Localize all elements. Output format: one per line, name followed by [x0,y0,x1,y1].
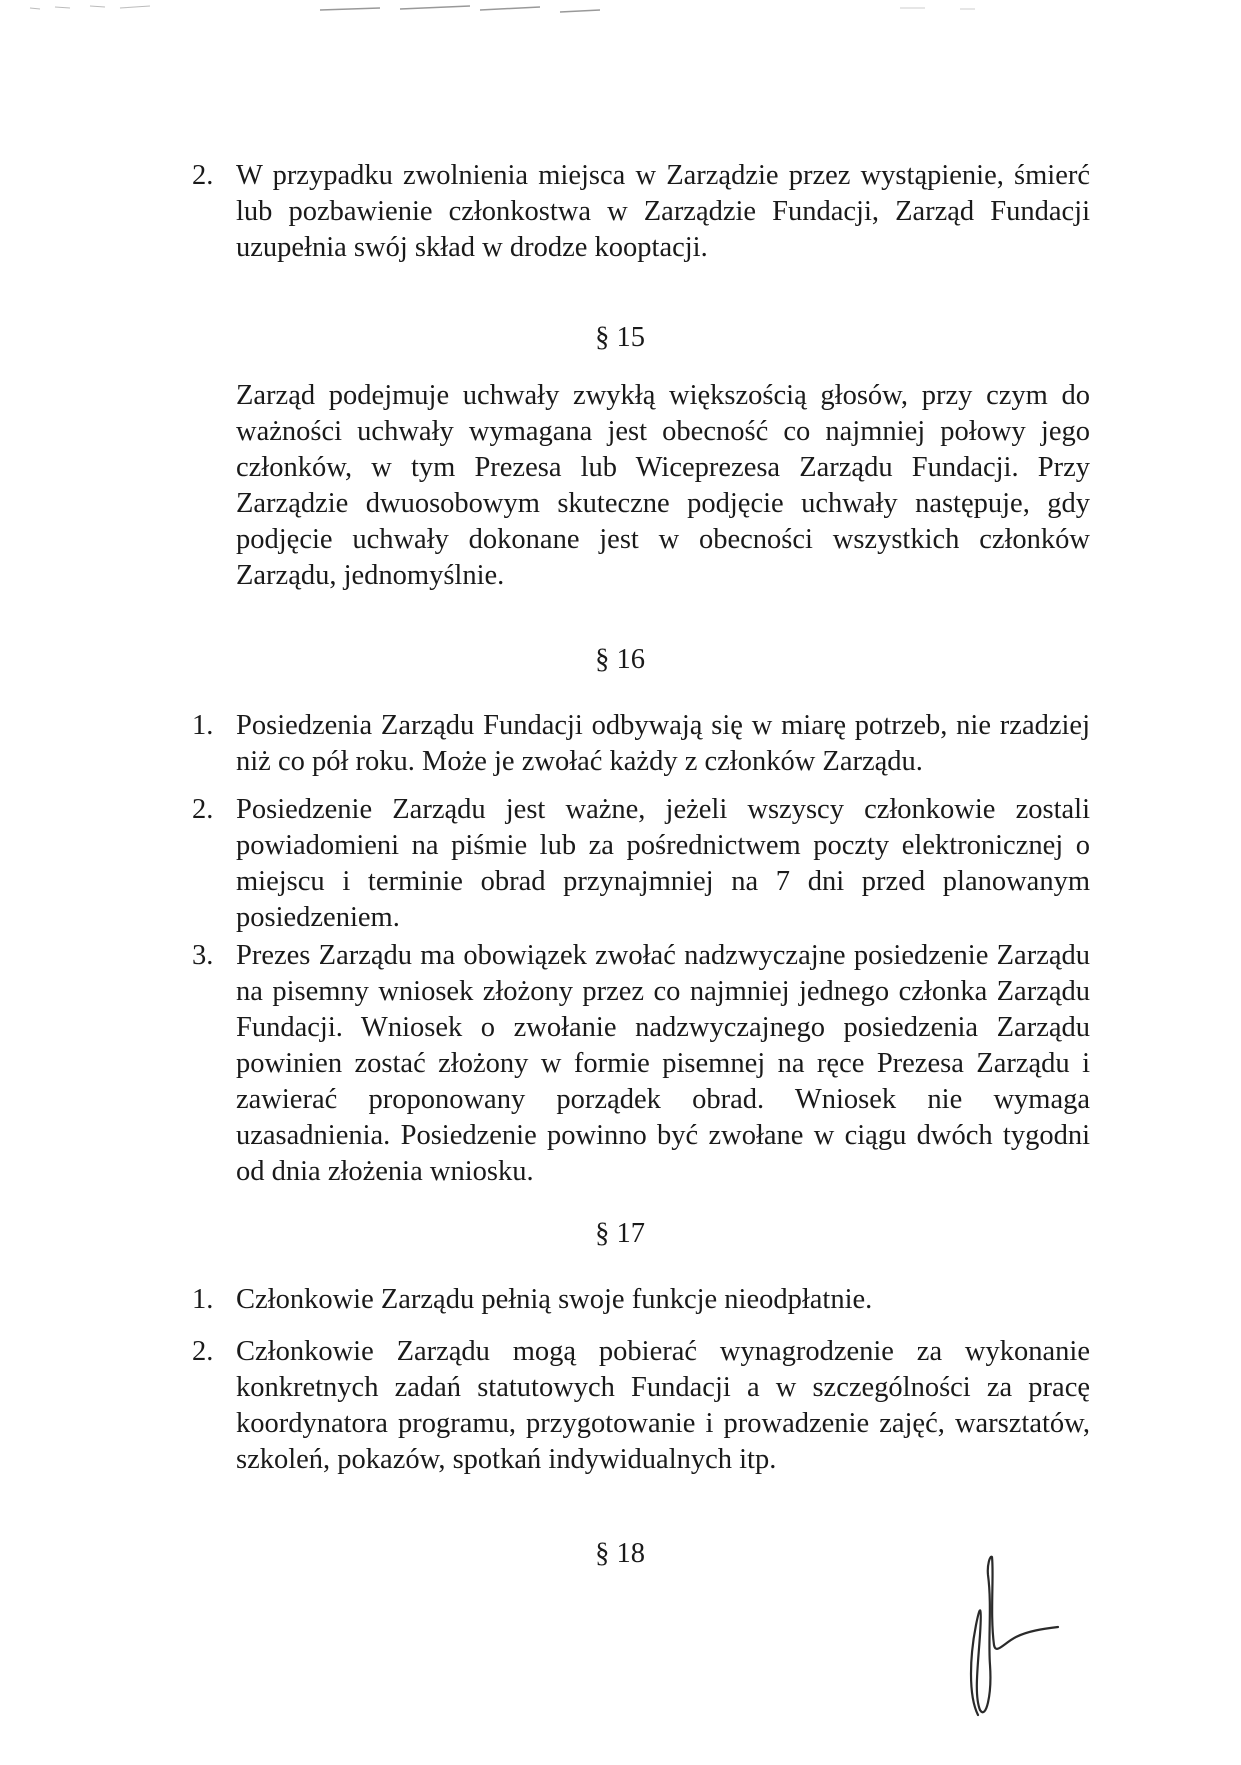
item-number: 2. [192,794,214,825]
section-paragraph: Zarząd podejmuje uchwały zwykłą większością głosów, przy czym do ważności uchwały wymagana jest obecność co najmniej połowy jego członków, w tym Prezesa lub Wiceprezesa Zarządu Fundacji. Przy Zarządzie dwuosobowym skuteczne podjęcie uchwały następuje, gdy podjęcie uchwały dokonane jest w obecności wszystkich członków Zarządu, jednomyślnie. [236,380,1090,591]
section-heading: § 16 [595,644,645,675]
item-text: Członkowie Zarządu pełnią swoje funkcje nieodpłatnie. [236,1284,873,1315]
section-heading: § 15 [595,322,645,353]
item-text: Posiedzenie Zarządu jest ważne, jeżeli wszyscy członkowie zostali powiadomieni na piśmie lub za pośrednictwem poczty elektronicznej o miejscu i terminie obrad przynajmniej na 7 dni przed planowanym posiedzeniem. [236,794,1090,933]
item-text: Członkowie Zarządu mogą pobierać wynagrodzenie za wykonanie konkretnych zadań statutowych Fundacji a w szczególności za pracę koordynatora programu, przygotowanie i prowadzenie zajęć, warsztatów, szkoleń, pokazów, spotkań indywidualnych itp. [236,1336,1090,1475]
item-number: 1. [192,1284,214,1315]
section-heading: § 17 [595,1218,645,1249]
item-number: 2. [192,160,214,191]
scan-artifact [0,0,1241,20]
item-number: 3. [192,940,214,971]
item-text: Prezes Zarządu ma obowiązek zwołać nadzwyczajne posiedzenie Zarządu na pisemny wniosek złożony przez co najmniej jednego członka Zarządu Fundacji. Wniosek o zwołanie nadzwyczajnego posiedzenia Zarządu powinien zostać złożony w formie pisemnej na ręce Prezesa Zarządu i zawierać proponowany porządek obrad. Wniosek nie wymaga uzasadnienia. Posiedzenie powinno być zwołane w ciągu dwóch tygodni od dnia złożenia wniosku. [236,940,1090,1187]
item-number: 2. [192,1336,214,1367]
item-text: Posiedzenia Zarządu Fundacji odbywają się w miarę potrzeb, nie rzadziej niż co pół roku. Może je zwołać każdy z członków Zarządu. [236,710,1090,777]
section-heading: § 18 [595,1538,645,1569]
item-text: W przypadku zwolnienia miejsca w Zarządzie przez wystąpienie, śmierć lub pozbawienie członkostwa w Zarządzie Fundacji, Zarząd Fundacji uzupełnia swój skład w drodze kooptacji. [236,160,1090,263]
handwritten-signature [930,1545,1070,1725]
item-number: 1. [192,710,214,741]
